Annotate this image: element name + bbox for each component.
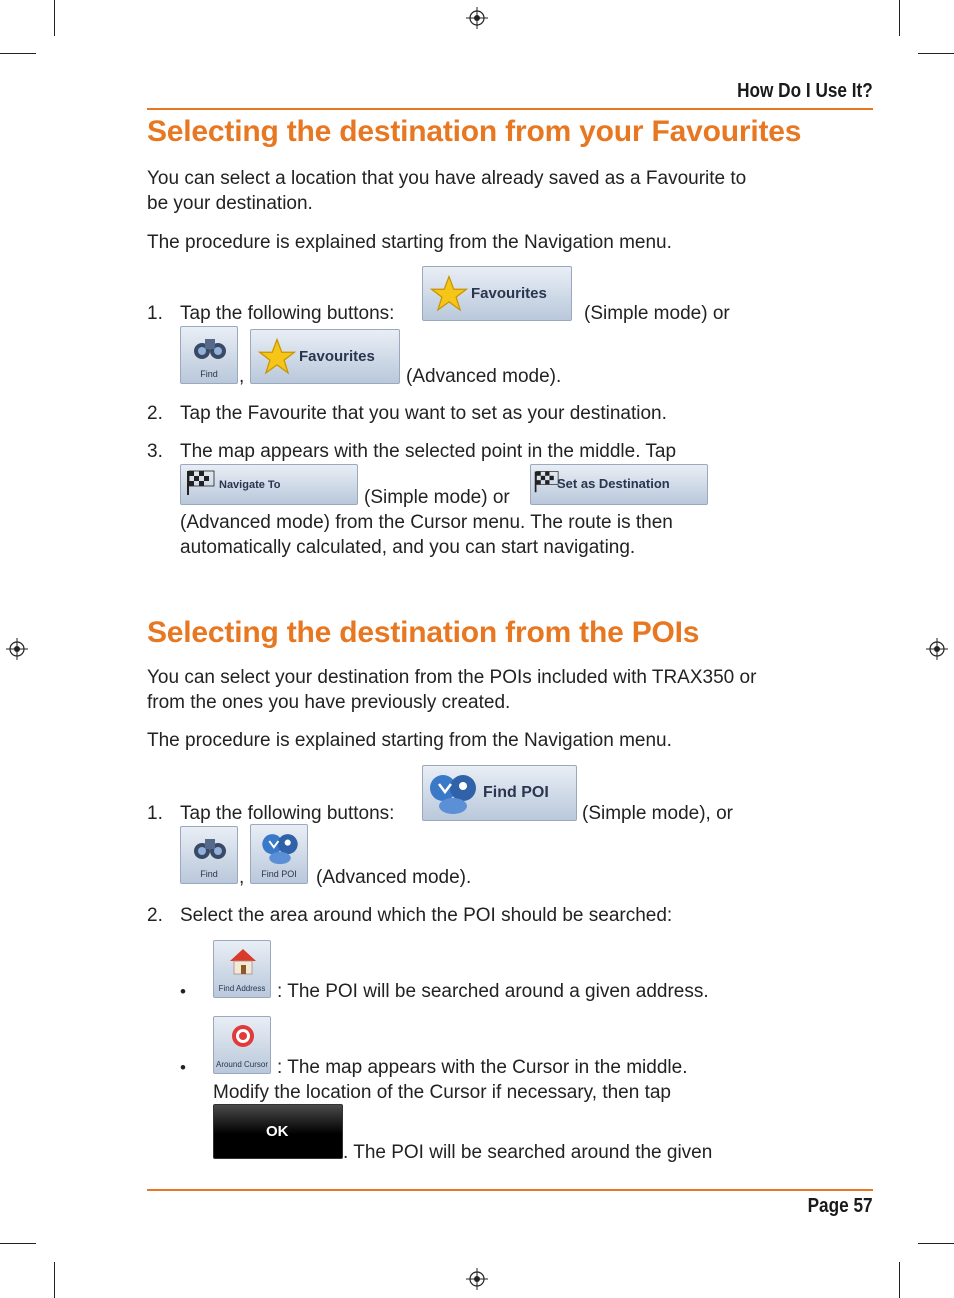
- step-text: Select the area around which the POI should be searched:: [180, 905, 673, 926]
- find-button[interactable]: [180, 826, 238, 884]
- crop-mark: [918, 1243, 954, 1244]
- find-button[interactable]: [180, 326, 238, 384]
- procedure-text: The procedure is explained starting from the Navigation menu.: [147, 232, 672, 253]
- crop-mark: [899, 1262, 900, 1298]
- favourites-button-advanced[interactable]: [250, 329, 400, 384]
- bullet-text: Modify the location of the Cursor if necessary, then tap: [213, 1082, 671, 1103]
- favourites-button[interactable]: [422, 266, 572, 321]
- crop-mark: [54, 1262, 55, 1298]
- step-text: (Simple mode) or: [584, 303, 730, 324]
- step-text: (Simple mode) or: [364, 487, 510, 508]
- checkered-flag-icon: [533, 469, 559, 493]
- find-label: Find: [200, 869, 218, 879]
- favourites-label: Favourites: [299, 348, 375, 365]
- crop-mark: [0, 53, 36, 54]
- section-title-pois: Selecting the destination from the POIs: [147, 616, 700, 649]
- step-text: (Advanced mode) from the Cursor menu. The route is then: [180, 512, 673, 533]
- poi-icon: [427, 770, 479, 816]
- registration-mark-icon: [926, 638, 948, 660]
- binoculars-icon: [193, 833, 227, 863]
- intro-text: from the ones you have previously created.: [147, 692, 511, 713]
- binoculars-icon: [193, 333, 227, 363]
- step-text: ,: [239, 867, 245, 888]
- step-number: 1.: [147, 803, 163, 824]
- registration-mark-icon: [466, 1268, 488, 1290]
- header-rule: [147, 108, 873, 110]
- step-number: 2.: [147, 403, 163, 424]
- find-address-button[interactable]: [213, 940, 271, 998]
- intro-text: You can select a location that you have already saved as a Favourite to: [147, 168, 747, 189]
- step-text: (Advanced mode).: [316, 867, 472, 888]
- registration-mark-icon: [6, 638, 28, 660]
- star-icon: [429, 275, 469, 313]
- find-poi-button-advanced[interactable]: [250, 824, 308, 884]
- around-cursor-button[interactable]: [213, 1016, 271, 1074]
- bullet-text: : The POI will be searched around a given address.: [277, 981, 709, 1002]
- step-number: 2.: [147, 905, 163, 926]
- navigate-to-label: Navigate To: [219, 479, 281, 491]
- footer-rule: [147, 1189, 873, 1191]
- intro-text: be your destination.: [147, 193, 313, 214]
- step-text: (Advanced mode).: [406, 366, 562, 387]
- crop-mark: [899, 0, 900, 36]
- page-number: Page 57: [807, 1195, 873, 1217]
- crop-mark: [0, 1243, 36, 1244]
- poi-icon: [260, 830, 300, 866]
- step-number: 1.: [147, 303, 163, 324]
- ok-button[interactable]: [213, 1104, 343, 1159]
- around-cursor-label: Around Cursor: [215, 1060, 269, 1069]
- registration-mark-icon: [466, 7, 488, 29]
- set-as-destination-label: Set as Destination: [557, 476, 670, 491]
- favourites-label: Favourites: [471, 285, 547, 302]
- bullet-mark: •: [180, 982, 186, 1001]
- running-header: How Do I Use It?: [737, 80, 873, 102]
- step-text: The map appears with the selected point in the middle. Tap: [180, 441, 677, 462]
- crop-mark: [918, 53, 954, 54]
- step-text: (Simple mode), or: [582, 803, 733, 824]
- step-text: Tap the following buttons:: [180, 303, 395, 324]
- step-text: ,: [239, 366, 245, 387]
- section-title-favourites: Selecting the destination from your Favourites: [147, 115, 802, 148]
- procedure-text: The procedure is explained starting from the Navigation menu.: [147, 730, 672, 751]
- target-icon: [230, 1023, 256, 1049]
- step-text: Tap the Favourite that you want to set as your destination.: [180, 403, 667, 424]
- house-icon: [228, 947, 258, 975]
- checkered-flag-icon: [185, 469, 215, 495]
- find-poi-label: Find POI: [261, 869, 297, 879]
- find-label: Find: [200, 369, 218, 379]
- bullet-text: . The POI will be searched around the given: [343, 1142, 713, 1163]
- intro-text: You can select your destination from the POIs included with TRAX350 or: [147, 667, 757, 688]
- star-icon: [257, 338, 297, 376]
- set-as-destination-button[interactable]: [530, 464, 708, 505]
- bullet-text: : The map appears with the Cursor in the middle.: [277, 1057, 688, 1078]
- find-poi-button[interactable]: [422, 765, 577, 821]
- find-address-label: Find Address: [218, 984, 266, 993]
- step-text: Tap the following buttons:: [180, 803, 395, 824]
- navigate-to-button[interactable]: [180, 464, 358, 505]
- step-number: 3.: [147, 441, 163, 462]
- find-poi-label: Find POI: [483, 784, 549, 801]
- step-text: automatically calculated, and you can start navigating.: [180, 537, 636, 558]
- bullet-mark: •: [180, 1058, 186, 1077]
- ok-label: OK: [266, 1123, 289, 1140]
- crop-mark: [54, 0, 55, 36]
